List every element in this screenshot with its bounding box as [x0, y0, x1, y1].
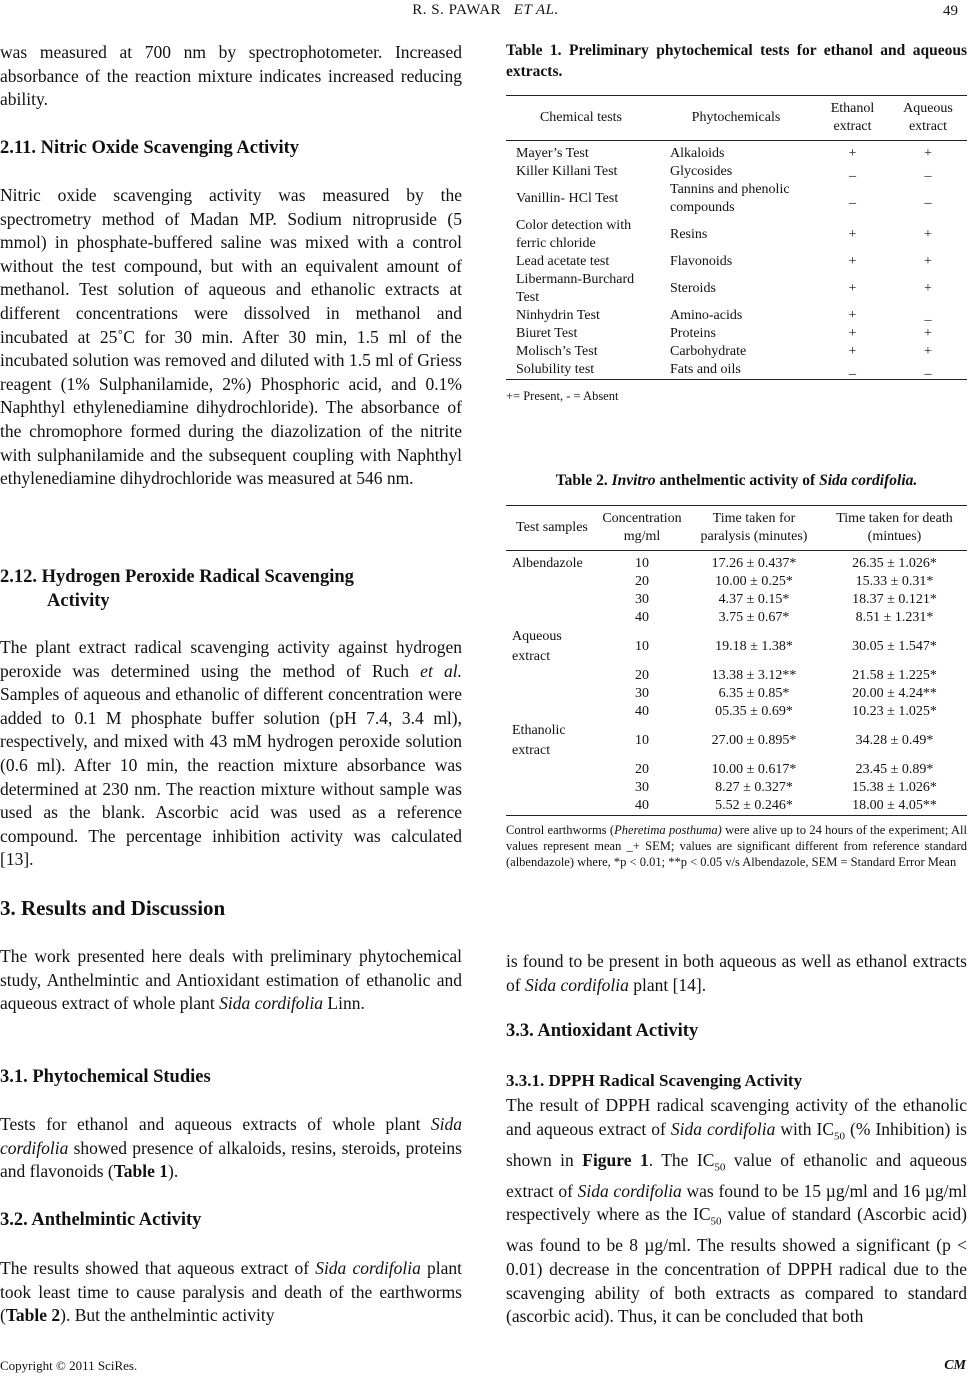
table2-cell: 6.35 ± 0.85* [718, 686, 790, 701]
table2-cell: 05.35 ± 0.69* [715, 704, 793, 719]
table1-cell: Color detection with ferric chloride [516, 218, 632, 251]
table2-row [506, 797, 967, 816]
table1-row [506, 343, 967, 361]
table1-cell: Molisch’s Test [516, 344, 598, 359]
table1-cell: + [924, 227, 932, 242]
table2-row [506, 627, 967, 667]
table2-cell: 18.37 ± 0.121* [852, 592, 937, 607]
paragraph-3-3-1: The result of DPPH radical scavenging activity of the ethanolic and aqueous extract of Sida cordifolia with $IC_{50}$ (% Inhibition) is shown in Figure 1. The $IC_{50}$ value of ethanolic and aqueous extract of Sida cordifolia was found to be 15 µg/ml and 16 µg/ml respectively where as the $IC_{50}$ value of standard (Ascorbic acid) was found to be 8 µg/ml. The results showed a significant (p < 0.01) decrease in the concentration of DPPH radical due to the scavenging ability of both extracts as compared to standard (ascorbic acid). Thus, it can be concluded that both [506, 1095, 967, 1327]
table1-cell: Amino-acids [670, 308, 743, 323]
table1-cell: Tannins and phenolic compounds [670, 182, 790, 215]
table2-cell: 20 [635, 762, 649, 777]
table2-cell [506, 609, 598, 627]
table2-cell: 13.38 ± 3.12** [711, 668, 797, 683]
table2-cell: 30.05 ± 1.547* [852, 639, 937, 654]
table2-cell: Ethanolic extract [512, 723, 566, 758]
table2-cell: 17.26 ± 0.437* [711, 556, 797, 571]
table2-header: Concentration mg/ml [598, 506, 686, 551]
paragraph-3: The work presented here deals with preliminary phytochemical study, Anthelmintic and Antioxidant estimation of ethanolic and aqueous extract of whole plant Sida cordifolia Linn. [0, 946, 462, 1014]
table1-cell: Steroids [670, 281, 716, 296]
table1-row [506, 181, 967, 217]
table1-cell: _ [924, 191, 932, 206]
table2-cell [506, 685, 598, 703]
paragraph-2-12: The plant extract radical scavenging activity against hydrogen peroxide was determined using the method of Ruch et al. Samples of aqueous and ethanolic of different concentration were added to 0.1 M phosphate buffer solution (pH 7.4, 3.4 ml), respectively, and mixed with 43 mM hydrogen peroxide solution (0.6 ml). After 10 min, the reaction mixture absorbance was determined at 230 nm. The reaction mixture without sample was used as the blank. Ascorbic acid was used as a reference compound. The percentage inhibition activity was calculated [13]. [0, 637, 463, 870]
table2-cell: 21.58 ± 1.225* [852, 668, 937, 683]
table2-cell: 34.28 ± 0.49* [855, 733, 934, 748]
table1-cell: _ [924, 164, 932, 179]
table2-cell [506, 761, 598, 779]
table2-row [506, 703, 967, 721]
table1-cell: Resins [670, 227, 708, 242]
copyright: Copyright © 2011 SciRes. [0, 1358, 138, 1373]
table2-cell: 15.33 ± 0.31* [855, 574, 934, 589]
table2-cell: 10 [635, 639, 649, 654]
table1-cell: + [848, 308, 857, 323]
table2-cell [506, 779, 598, 797]
table2-row [506, 685, 967, 703]
table2-cell: 30 [635, 592, 649, 607]
table2-header: Time taken for death (mintues) [822, 506, 967, 551]
table2-row [506, 761, 967, 779]
table2-header: Time taken for paralysis (minutes) [686, 506, 822, 551]
table2-cell [506, 703, 598, 721]
table1-cell: _ [816, 361, 889, 380]
table1-cell: + [924, 344, 932, 359]
table1-cell: + [848, 344, 857, 359]
table2-cell [506, 591, 598, 609]
table2-cell: 18.00 ± 4.05** [822, 797, 967, 816]
table1-row [506, 141, 967, 164]
table1-cell: Solubility test [506, 361, 656, 380]
heading-3: 3. Results and Discussion [0, 896, 226, 920]
table2-row [506, 721, 967, 761]
table1-cell: Proteins [670, 326, 716, 341]
paragraph-2-11: Nitric oxide scavenging activity was measured by the spectrometry method of Madan MP. Sodium nitropruside (5 mmol) in phosphate-buffered saline was mixed with a control without the test compound, but with an equivalent amount of methanol. Test solution of aqueous and ethanolic extracts at different concentrations were dissolved in methanol and incubated at 25˚C for 30 min. After 30 min, 1.5 ml of the incubated solution was removed and diluted with 1.5 ml of Griess reagent (1% Sulphanilamide, 2%) Phosphoric acid, and 0.1% Naphthyl ethylenediamine dihydrochloride). The absorbance of the chromophore formed during the diazolization of the nitrite with sulphanilamide and the subsequent coupling with Naphthyl ethylenediamine dihydrochloride was measured at 546 nm. [0, 185, 462, 489]
table1-row [506, 217, 967, 253]
table2-cell: 10.00 ± 0.617* [711, 762, 797, 777]
table1-row [506, 325, 967, 343]
table1-header: Chemical tests [506, 96, 656, 141]
paragraph-3-2: The results showed that aqueous extract of Sida cordifolia plant took least time to cause paralysis and death of the earthworms (Table 2). But the anthelmintic activity [0, 1258, 462, 1326]
table1-cell: Alkaloids [670, 146, 725, 161]
table2-row [506, 667, 967, 685]
table2-row [506, 591, 967, 609]
heading-3-2: 3.2. Anthelmintic Activity [0, 1210, 202, 1230]
table1-cell: + [848, 326, 857, 341]
heading-2-12: 2.12. Hydrogen Peroxide Radical Scavenging Activity [0, 567, 354, 611]
table1-row [506, 163, 967, 181]
table2-cell [506, 797, 598, 816]
table1-cell: Vanillin- HCl Test [516, 191, 619, 206]
table1-row [506, 253, 967, 271]
table2-row [506, 609, 967, 627]
table1-cell: Libermann-Burchard Test [516, 272, 635, 305]
table1-cell: + [924, 326, 932, 341]
heading-3-3-1: 3.3.1. DPPH Radical Scavenging Activity [506, 1071, 803, 1090]
table2-cell [506, 573, 598, 591]
table1-cell: Mayer’s Test [516, 146, 589, 161]
table1-header: Phytochemicals [656, 96, 816, 141]
heading-2-11: 2.11. Nitric Oxide Scavenging Activity [0, 138, 300, 158]
journal-abbrev: CM [944, 1358, 966, 1373]
table2-cell: 27.00 ± 0.895* [711, 733, 797, 748]
paragraph-3-1: Tests for ethanol and aqueous extracts of whole plant Sida cordifolia showed presence of alkaloids, resins, steroids, proteins and flavonoids (Table 1). [0, 1114, 462, 1182]
table2-cell: 26.35 ± 1.026* [852, 556, 937, 571]
table2-cell: Albendazole [512, 556, 583, 571]
table2-cell: 30 [635, 686, 649, 701]
table1-cell: Fats and oils [656, 361, 816, 380]
table1-cell: Killer Killani Test [516, 164, 618, 179]
table1-cell: _ [849, 164, 856, 179]
table2-row [506, 551, 967, 574]
page-number: 49 [943, 3, 958, 19]
table2-cell: 20 [635, 574, 649, 589]
page-footer [0, 1356, 971, 1380]
table1-cell: Biuret Test [516, 326, 578, 341]
table1-cell: + [924, 281, 932, 296]
table2-cell: 40 [635, 704, 649, 719]
paragraph-3-2-cont: is found to be present in both aqueous as well as ethanol extracts of Sida cordifolia plant [14]. [506, 951, 967, 995]
table2-cell: 10.00 ± 0.25* [715, 574, 793, 589]
table2-cell: 40 [635, 610, 649, 625]
table2-cell: 20 [635, 668, 649, 683]
table2-cell: 5.52 ± 0.246* [686, 797, 822, 816]
table2-header: Test samples [506, 506, 598, 551]
table2-row [506, 779, 967, 797]
table1-cell: Lead acetate test [516, 254, 610, 269]
table2-cell: 10 [635, 733, 649, 748]
table1-cell: + [848, 227, 857, 242]
table1-cell: _ [849, 191, 856, 206]
table2-cell: 3.75 ± 0.67* [718, 610, 790, 625]
table2-cell [506, 667, 598, 685]
intro-paragraph: was measured at 700 nm by spectrophotometer. Increased absorbance of the reaction mixture indicates increased reducing ability. [0, 42, 462, 110]
table1 [506, 95, 967, 404]
table2-cell: 30 [635, 780, 649, 795]
table2-cell: 10 [635, 556, 649, 571]
table1-cell: + [848, 281, 857, 296]
table2-cell: 23.45 ± 0.89* [855, 762, 934, 777]
table2-cell: Aqueous extract [512, 629, 562, 664]
table1-note: += Present, - = Absent [506, 389, 619, 403]
table1-row [506, 271, 967, 307]
running-header [0, 0, 971, 26]
running-author: R. S. PAWAR ET AL. [412, 2, 559, 18]
table1-row [506, 361, 967, 380]
table1-caption: Table 1. Preliminary phytochemical tests for ethanol and aqueous extracts. [506, 42, 967, 80]
heading-3-1: 3.1. Phytochemical Studies [0, 1067, 211, 1087]
table1-cell: Glycosides [670, 164, 733, 179]
table2-cell: 4.37 ± 0.15* [718, 592, 790, 607]
table2 [506, 505, 967, 870]
table1-cell: _ [889, 361, 967, 380]
table2-cell: 10.23 ± 1.025* [852, 704, 937, 719]
table1-cell: + [848, 254, 857, 269]
table1-row [506, 307, 967, 325]
table2-cell: 40 [598, 797, 686, 816]
table1-header: Ethanol extract [816, 96, 889, 141]
table2-cell: 19.18 ± 1.38* [715, 639, 793, 654]
table2-cell: 20.00 ± 4.24** [852, 686, 937, 701]
table2-cell: 8.51 ± 1.231* [855, 610, 934, 625]
table1-cell: + [848, 146, 857, 161]
table2-row [506, 573, 967, 591]
table2-note: Control earthworms (Pheretima posthuma) were alive up to 24 hours of the experiment; All values represent mean _+ SEM; values are significant different from reference standard (albendazole) where, *p < 0.01; **p < 0.05 v/s Albendazole, SEM = Standard Error Mean [506, 823, 967, 869]
table1-cell: + [924, 146, 932, 161]
table1-header: Aqueous extract [889, 96, 967, 141]
table1-cell: _ [924, 308, 932, 323]
table1-cell: Flavonoids [670, 254, 733, 269]
table2-cell: 8.27 ± 0.327* [715, 780, 793, 795]
table2-cell: 15.38 ± 1.026* [852, 780, 937, 795]
table2-caption: Table 2. Invitro anthelmentic activity of Sida cordifolia. [555, 472, 918, 489]
table1-cell: + [924, 254, 932, 269]
table1-cell: Carbohydrate [670, 344, 747, 359]
table1-cell: Ninhydrin Test [516, 308, 600, 323]
heading-3-3: 3.3. Antioxidant Activity [506, 1021, 699, 1041]
